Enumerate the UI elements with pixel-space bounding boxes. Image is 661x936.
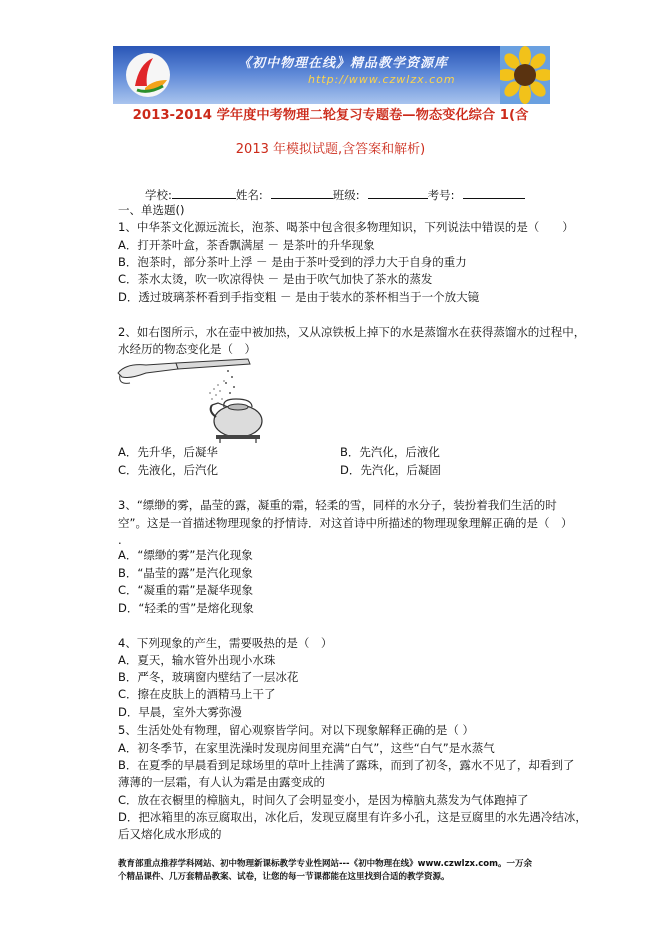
footer-line-1: 教育部重点推荐学科网站、初中物理新课标教学专业性网站---《初中物理在线》www.czwlzx.com。一万余 (118, 859, 532, 869)
site-logo-icon (123, 50, 173, 100)
question-1-stem: 1、中华茶文化源远流长，泡茶、喝茶中包含很多物理知识，下列说法中错误的是（ ） (118, 220, 574, 234)
question-3-option-b: B．“晶莹的露”是汽化现象 (118, 566, 253, 580)
question-4-option-d: D．早晨，室外大雾弥漫 (118, 705, 242, 719)
class-field[interactable] (368, 186, 428, 199)
question-4-stem: 4、下列现象的产生，需要吸热的是（ ） (118, 636, 333, 650)
school-field[interactable] (172, 186, 236, 199)
question-5-option-d-line-2: 后又熔化成水形成的 (118, 827, 222, 841)
number-field[interactable] (463, 186, 525, 199)
question-5-option-b-line-1: B．在夏季的早晨看到足球场里的草叶上挂满了露珠，而到了初冬，露水不见了，却看到了 (118, 758, 575, 772)
question-4-option-a: A．夏天，输水管外出现小水珠 (118, 653, 276, 667)
document-subtitle: 2013 年模拟试题,含答案和解析) (235, 142, 426, 157)
question-1-option-d: D．透过玻璃茶杯看到手指变粗 － 是由于装水的茶杯相当于一个放大镜 (118, 290, 480, 304)
banner-title: 《初中物理在线》精品教学资源库 (238, 56, 449, 71)
student-info-row (145, 186, 525, 203)
question-2-stem-line-1: 2、如右图所示，水在壶中被加热，又从凉铁板上掉下的水是蒸馏水在获得蒸馏水的过程中， (118, 325, 586, 339)
footer-line-2: 个精品课件、几万套精品教案、试卷，让您的每一节课都能在这里找到合适的教学资源。 (118, 872, 450, 882)
question-2-option-a: A．先升华，后凝华 (118, 445, 218, 459)
sunflower-icon (500, 46, 550, 104)
question-5-option-d-line-1: D．把冰箱里的冻豆腐取出，冰化后，发现豆腐里有许多小孔，这是豆腐里的水先遇冷结冰， (118, 810, 587, 824)
question-5-stem: 5、生活处处有物理，留心观察皆学问。对以下现象解释正确的是（ ） (118, 723, 474, 737)
class-label: 班级: (332, 188, 360, 202)
section-heading: 一、单选题() (118, 203, 185, 217)
question-2-stem-line-2: 水经历的物态变化是（ ） (118, 342, 256, 356)
question-4-option-c: C．擦在皮肤上的酒精马上干了 (118, 687, 276, 701)
kettle-distillation-figure (116, 355, 286, 443)
banner-url[interactable]: http://www.czwlzx.com (308, 73, 456, 86)
school-label: 学校: (145, 188, 172, 202)
question-3-option-a: A．“缥缈的雾”是汽化现象 (118, 548, 253, 562)
header-banner (113, 46, 550, 104)
question-2-option-b: B．先汽化，后液化 (340, 445, 440, 459)
question-5-option-a: A．初冬季节，在家里洗澡时发现房间里充满“白气”，这些“白气”是水蒸气 (118, 741, 495, 755)
question-1-option-a: A．打开茶叶盒，茶香飘满屋 － 是茶叶的升华现象 (118, 238, 375, 252)
question-3-option-c: C．“凝重的霜”是凝华现象 (118, 583, 253, 597)
question-2-option-d: D．先汽化，后凝固 (340, 463, 441, 477)
name-field[interactable] (271, 186, 333, 199)
question-3-stem-line-1: 3、“缥缈的雾，晶莹的露，凝重的霜，轻柔的雪，同样的水分子，装扮着我们生活的时 (118, 498, 557, 512)
question-5-option-c: C．放在衣橱里的樟脑丸，时间久了会明显变小，是因为樟脑丸蒸发为气体跑掉了 (118, 793, 529, 807)
question-4-option-b: B．严冬，玻璃窗内壁结了一层冰花 (118, 670, 299, 684)
question-3-option-d: D．“轻柔的雪”是熔化现象 (118, 601, 254, 615)
number-label: 考号: (427, 188, 455, 202)
name-label: 姓名: (235, 188, 263, 202)
question-1-option-b: B．泡茶时，部分茶叶上浮 － 是由于茶叶受到的浮力大于自身的重力 (118, 255, 467, 269)
question-3-dot: . (118, 533, 122, 547)
question-3-stem-line-2: 空”。这是一首描述物理现象的抒情诗．对这首诗中所描述的物理现象理解正确的是（ ） (118, 516, 573, 530)
question-1-option-c: C．茶水太烫，吹一吹凉得快 － 是由于吹气加快了茶水的蒸发 (118, 272, 433, 286)
document-title: 2013-2014 学年度中考物理二轮复习专题卷—物态变化综合 1(含 (132, 108, 529, 123)
page-footer (118, 858, 558, 884)
question-5-option-b-line-2: 薄薄的一层霜，有人认为霜是由露变成的 (118, 775, 325, 789)
question-2-option-c: C．先液化，后汽化 (118, 463, 219, 477)
